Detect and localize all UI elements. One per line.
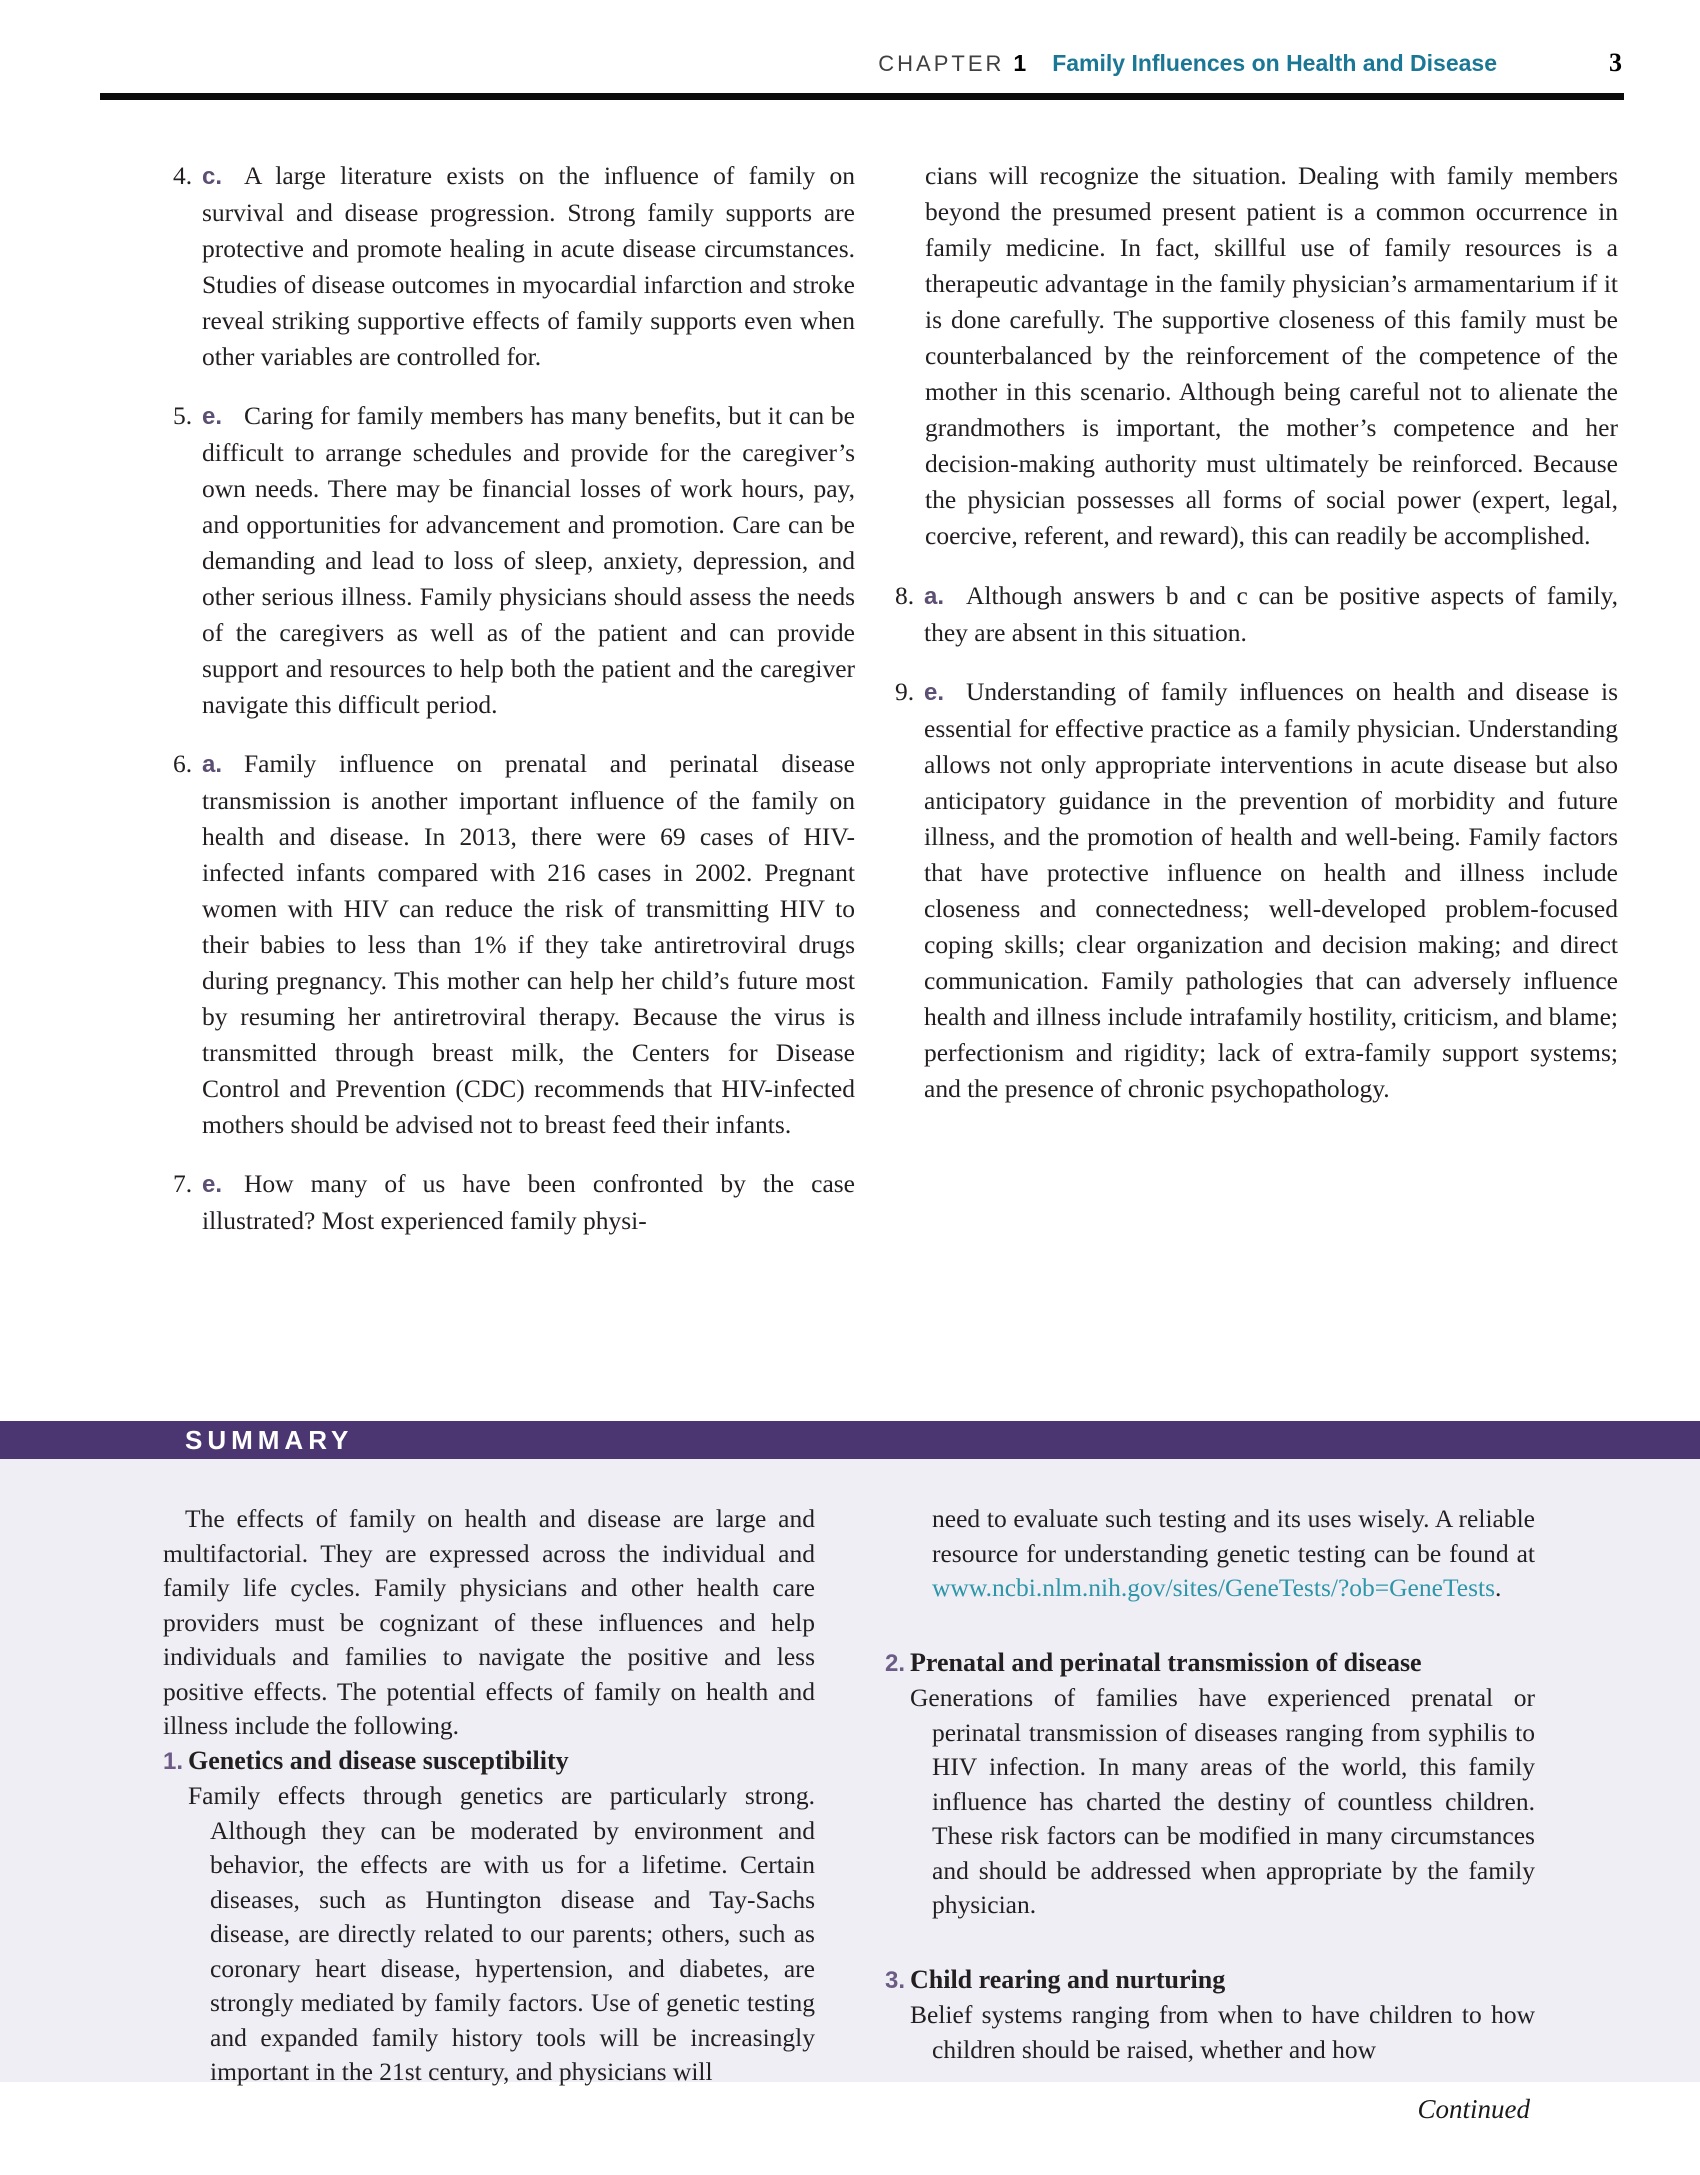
genetests-text-before: need to evaluate such testing and its uses wisely. A reliable resource for understanding genetic testing can be found at [932,1504,1535,1568]
answer-letter: a. [202,751,223,778]
answer-item-8 [895,578,1618,651]
answer-item-6 [173,746,855,1143]
chapter-number: 1 [1013,50,1027,76]
answer-body [202,398,855,723]
answer-text: Understanding of family influences on health and disease is essential for effective practice as a family physician. Understanding allows not only appropriate interventions in acute disease but also anticipatory guidance in the prevention of morbidity and future illness, and the promotion of health and well-being. Family factors that have protective influence on health and illness include closeness and connectedness; well-developed problem-focused coping skills; clear organization and decision making; and direct communication. Family pathologies that can adversely influence health and illness include intrafamily hostility, criticism, and blame; perfectionism and rigidity; lack of extra-family support systems; and the presence of chronic psychopathology. [924,677,1618,1103]
summary-column-right [885,1502,1535,2067]
genetests-link-part1[interactable]: www.ncbi.nlm.nih.gov/sites/ [932,1573,1226,1602]
answer-item-7 [173,1166,855,1239]
answer-body [202,1166,855,1239]
header-rule [100,93,1624,100]
answer-text: Family influence on prenatal and perinatal disease transmission is another important influence of the family on health and disease. In 2013, there were 69 cases of HIV-infected infants compared with 216 cases in 2002. Pregnant women with HIV can reduce the risk of transmitting HIV to their babies to less than 1% if they take antiretroviral drugs during pregnancy. This mother can help her child’s future most by resuming her antiretroviral therapy. Because the virus is transmitted through breast milk, the Centers for Disease Control and Prevention (CDC) recommends that HIV-infected mothers should be advised not to breast feed their infants. [202,749,855,1139]
summary-item-number: 1. [163,1747,184,1775]
answer-letter: c. [202,163,223,190]
answer-letter: e. [202,1171,223,1198]
chapter-label: CHAPTER [878,51,1005,76]
answer-number: 9. [895,677,915,706]
genetests-text-after: . [1495,1573,1502,1602]
answer-text: A large literature exists on the influence of family on survival and disease progression. Strong family supports are protective and promote healing in acute disease circumstances. Studies of disease outcomes in myocardial infarction and stroke reveal striking supportive effects of family supports even when other variables are controlled for. [202,161,855,371]
answer-text: How many of us have been confronted by the case illustrated? Most experienced family physi- [202,1169,855,1235]
answer-number: 4. [173,161,193,190]
summary-item-number: 3. [885,1966,906,1994]
continued-label: Continued [1417,2094,1530,2124]
answer-number: 8. [895,581,915,610]
summary-banner [0,1421,1700,1459]
summary-item-heading: Prenatal and perinatal transmission of disease [910,1647,1422,1677]
answer-number: 6. [173,749,193,778]
summary-item-2-head [885,1646,1535,1682]
answer-number: 7. [173,1169,193,1198]
answers-column-left [173,158,855,1262]
answer-letter: e. [202,403,223,430]
summary-item-1-head [163,1744,815,1780]
summary-item-body: Belief systems ranging from when to have children to how children should be raised, whether and how [910,2000,1535,2064]
page-number: 3 [1609,48,1622,77]
answer-text: Although answers b and c can be positive aspects of family, they are absent in this situation. [924,581,1618,647]
summary-banner-label: SUMMARY [185,1424,354,1455]
chapter-title: Family Influences on Health and Disease [1052,50,1497,76]
answer-item-4 [173,158,855,375]
answer-body [202,158,855,375]
summary-item-heading: Genetics and disease susceptibility [188,1745,569,1775]
summary-item-1 [163,1744,815,2090]
summary-item-body: Generations of families have experienced prenatal or perinatal transmission of diseases ranging from syphilis to HIV infection. In many areas of the world, this family influence has charted the destiny of countless children. These risk factors can be modified in many circumstances and should be addressed when appropriate by the family physician. [910,1683,1535,1919]
answer-letter: e. [924,679,945,706]
page-header [0,48,1622,78]
summary-column-left [163,1502,815,2090]
genetests-link-part2[interactable]: GeneTests/?ob=GeneTests [1225,1573,1495,1602]
answer-item-9 [895,674,1618,1107]
summary-item-heading: Child rearing and nurturing [910,1964,1226,1994]
answer-7-continuation: cians will recognize the situation. Dealing with family members beyond the presumed present patient is a common occurrence in family medicine. In fact, skillful use of family resources is a therapeutic advantage in the family physician’s armamentarium if it is done carefully. The supportive closeness of this family must be counterbalanced by the reinforcement of the competence of the mother in this scenario. Although being careful not to alienate the grandmothers is important, the mother’s competence and her decision-making authority must ultimately be reinforced. Because the physician possesses all forms of social power (expert, legal, coercive, referent, and reward), this can readily be accomplished. [925,161,1618,550]
summary-item-2 [885,1646,1535,1923]
summary-item-1-continuation [932,1502,1535,1606]
answers-column-right [895,158,1618,1130]
summary-item-3 [885,1963,1535,2068]
answer-body [924,674,1618,1107]
answer-item-5 [173,398,855,723]
answer-body [202,746,855,1143]
answer-letter: a. [924,583,945,610]
summary-item-3-head [885,1963,1535,1999]
summary-item-body: Family effects through genetics are particularly strong. Although they can be moderated by environment and behavior, the effects are with us for a lifetime. Certain diseases, such as Huntington disease and Tay-Sachs disease, are directly related to our parents; others, such as coronary heart disease, hypertension, and diabetes, are strongly mediated by family factors. Use of genetic testing and expanded family history tools will be increasingly important in the 21st century, and physicians will [188,1781,815,2086]
answer-number: 5. [173,401,193,430]
summary-item-number: 2. [885,1649,906,1677]
answer-text: Caring for family members has many benefits, but it can be difficult to arrange schedules and provide for the caregiver’s own needs. There may be financial losses of work hours, pay, and opportunities for advancement and promotion. Care can be demanding and lead to loss of sleep, anxiety, depression, and other serious illness. Family physicians should assess the needs of the caregivers as well as of the patient and can provide support and resources to help both the patient and the caregiver navigate this difficult period. [202,401,855,719]
answer-body [924,578,1618,651]
summary-intro: The effects of family on health and disease are large and multifactorial. They are expressed across the individual and family life cycles. Family physicians and other health care providers must be cognizant of these influences and help individuals and families to navigate the positive and less positive effects. The potential effects of family on health and illness include the following. [163,1504,815,1740]
